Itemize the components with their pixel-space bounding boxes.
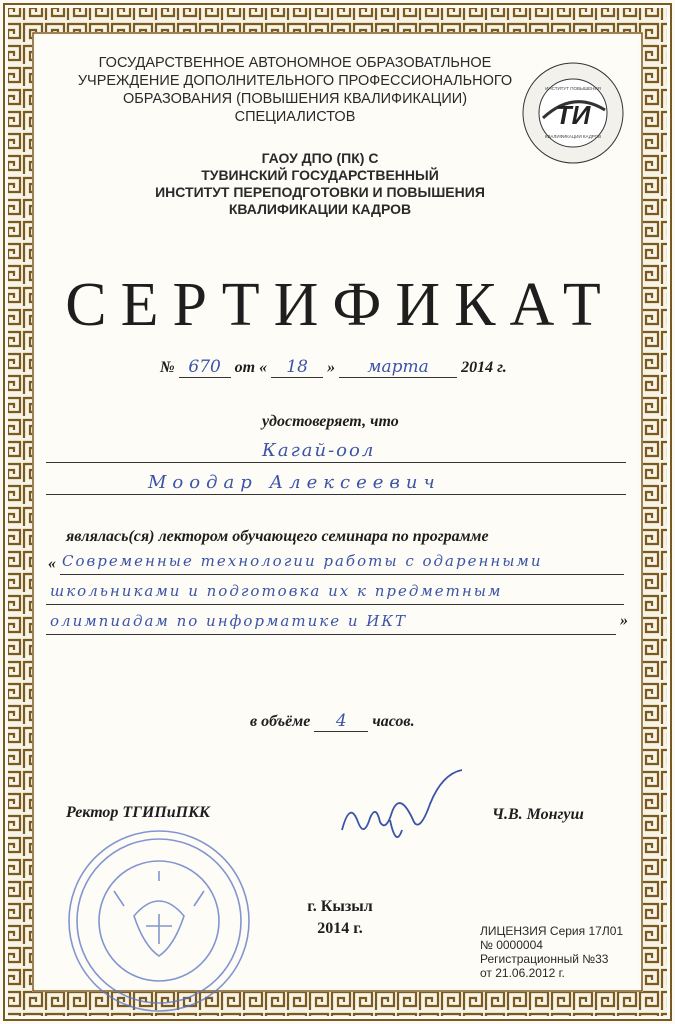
certificate-day: 18: [271, 357, 323, 378]
license-info: ЛИЦЕНЗИЯ Серия 17Л01 № 0000004 Регистрационный №33 от 21.06.2012 г.: [480, 924, 624, 980]
certificate-title: СЕРТИФИКАТ: [65, 271, 615, 339]
program-line-3-rule: [46, 634, 616, 635]
program-line-2-rule: [46, 604, 624, 605]
given-names-line: [46, 494, 626, 495]
recipient-given-names: Моодар Алексеевич: [148, 472, 441, 493]
rector-title: Ректор ТГИПиПКК: [66, 804, 210, 821]
organization-type: ГОСУДАРСТВЕННОЕ АВТОНОМНОЕ ОБРАЗОВАТЛЬНОЕ УЧРЕЖДЕНИЕ ДОПОЛНИТЕЛЬНОГО ПРОФЕССИОНАЛЬНОГО ОБРАЗОВАНИЯ (ПОВЫШЕНИЯ КВАЛИФИКАЦИИ) СПЕЦИАЛИСТОВ: [77, 55, 513, 125]
program-line-1: Современные технологии работы с одаренными: [62, 552, 543, 570]
institute-logo: [520, 60, 626, 166]
logo-letters: ТИ: [555, 100, 591, 130]
official-stamp: [64, 826, 254, 1016]
program-open-quote: «: [48, 555, 56, 572]
svg-text:КВАЛИФИКАЦИИ КАДРОВ: КВАЛИФИКАЦИИ КАДРОВ: [544, 134, 602, 139]
rector-name: Ч.В. Монгуш: [492, 806, 584, 823]
issue-place-year: [300, 896, 380, 940]
hours-value: 4: [314, 711, 368, 732]
rector-signature: [330, 760, 470, 860]
volume-statement: в объёме 4 часов.: [250, 711, 415, 731]
certifies-label: удостоверяет, что: [262, 413, 399, 430]
svg-text:ИНСТИТУТ ПОВЫШЕНИЯ: ИНСТИТУТ ПОВЫШЕНИЯ: [545, 86, 601, 91]
certificate-month: марта: [339, 357, 457, 378]
program-line-3: олимпиадам по информатике и ИКТ: [50, 612, 407, 630]
program-line-1-rule: [60, 574, 624, 575]
issue-city: г. Кызыл: [307, 898, 373, 915]
recipient-surname: Кагай-оол: [262, 440, 376, 461]
issue-year: 2014 г.: [317, 920, 363, 937]
organization-name: ГАОУ ДПО (ПК) С ТУВИНСКИЙ ГОСУДАРСТВЕННЫЙ ИНСТИТУТ ПЕРЕПОДГОТОВКИ И ПОВЫШЕНИЯ КВАЛИФИКАЦИИ КАДРОВ: [155, 150, 485, 217]
role-statement: являлась(ся) лектором обучающего семинара по программе: [66, 528, 489, 545]
certificate-number-date: № 670 от « 18 » марта 2014 г.: [160, 357, 507, 377]
surname-line: [46, 462, 626, 463]
program-close-quote: »: [620, 612, 628, 629]
certificate-number: 670: [179, 357, 231, 378]
program-line-2: школьниками и подготовка их к предметным: [50, 582, 503, 600]
